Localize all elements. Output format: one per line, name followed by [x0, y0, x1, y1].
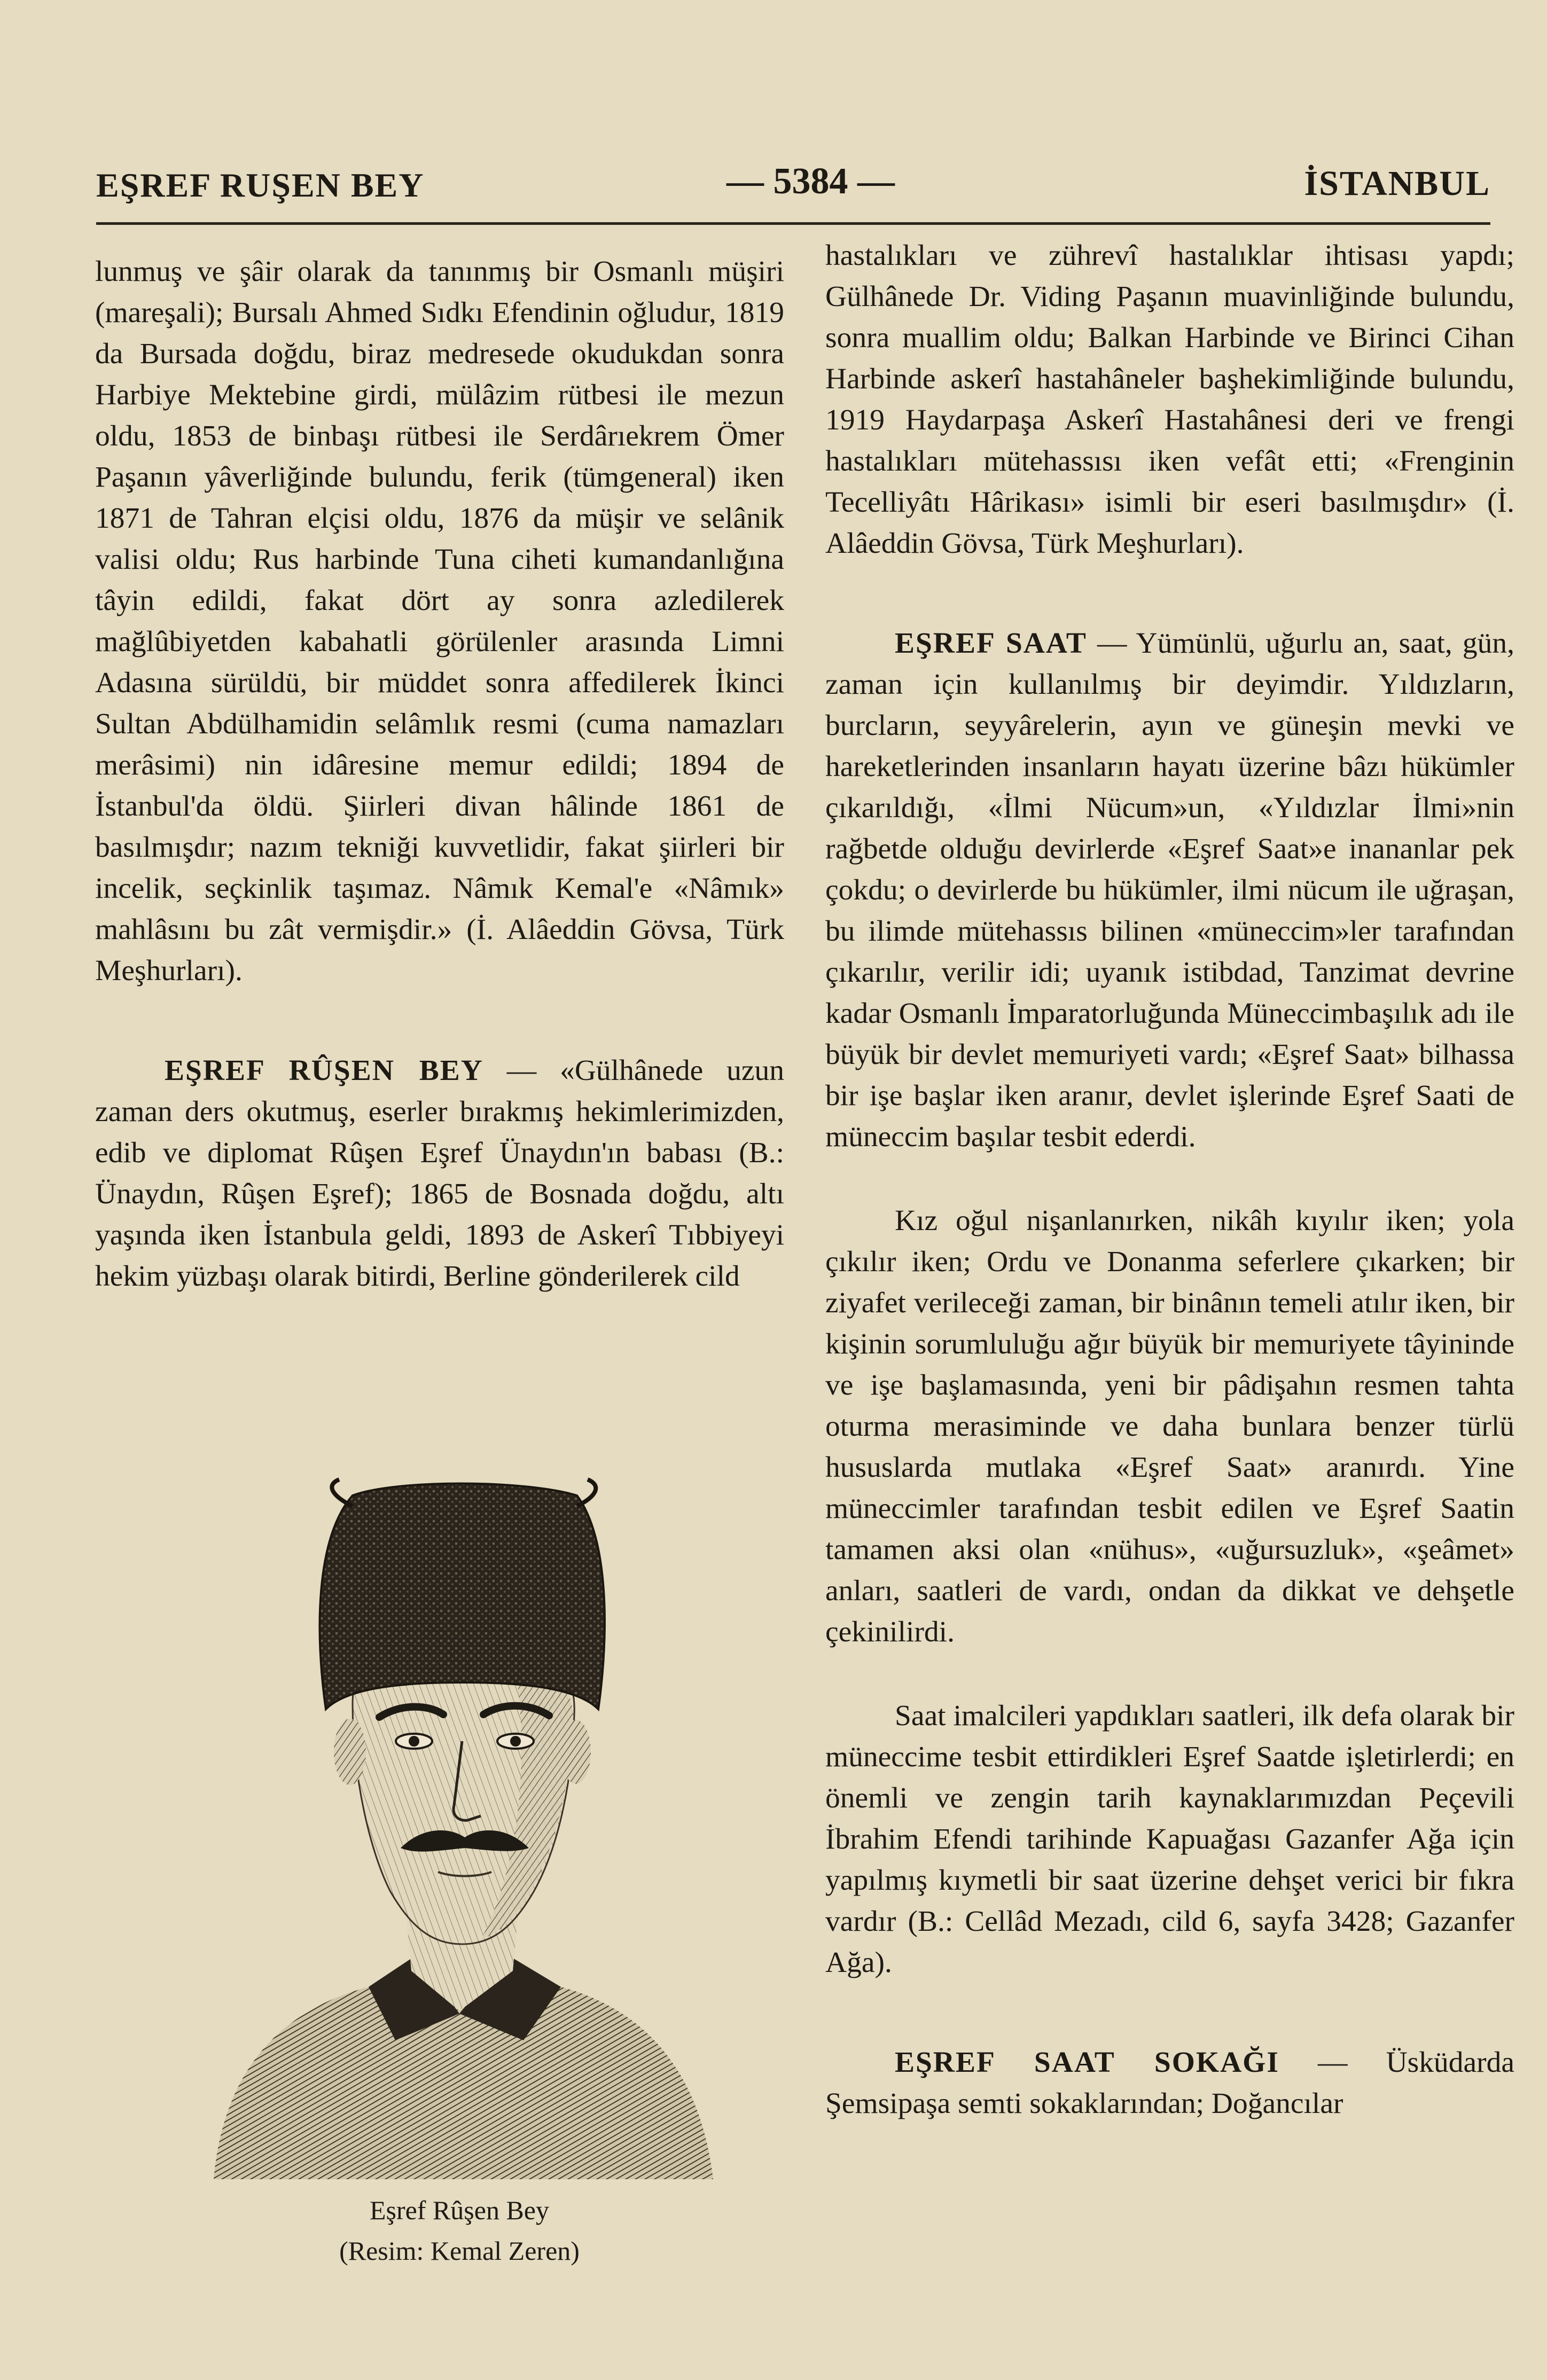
entry-heading: EŞREF SAAT SOKAĞI — [895, 2046, 1279, 2079]
paragraph: Saat imalcileri yapdıkları saatleri, ilk defa olarak bir müneccime tesbit ettirdikleri Eşref Saatde işletirlerdi; en önemli ve zengin tarih kaynaklarımızdan Peçevili İbrahim Efendi tarihinde Kapuağası Gazanfer Ağa için yapılmış kıymetli bir saat üzerine dehşet verici bir fıkra vardır (B.: Cellâd Mezadı, cild 6, sayfa 3428; Gazanfer Ağa). — [825, 1700, 1514, 1979]
entry-heading: EŞREF RÛŞEN BEY — [165, 1054, 483, 1087]
page-header — [96, 160, 1490, 224]
portrait-drawing — [192, 1474, 726, 2179]
portrait-caption — [192, 2190, 726, 2271]
running-head-volume: İSTANBUL — [1304, 164, 1490, 203]
entry-body: — Yümünlü, uğurlu an, saat, gün, zaman için kullanılmış bir deyimdir. Yıldızların, burcların, seyyârelerin, ayın ve güneşin mevki ve hareketlerinden insanların hayatı üzerine bâzı hükümler çıkarıldığı, «İlmi Nücum»un, «Yıldızlar İlmi»nin rağbetde olduğu devirlerde «Eşref Saat»e inananlar pek çokdu; o devirlerde bu hükümler, ilmi nücum ile uğraşan, bu ilimde mütehassıs bilinen «müneccim»ler tarafından çıkarılır, verilir idi; uyanık istibdad, Tanzimat devrine kadar Osmanlı İmparatorluğunda Müneccimbaşılık adı ile büyük bir devlet memuriyeti vardı; «Eşref Saat» bilhassa bir işe başlar iken aranır, devlet işlerinde Eşref Saati de müneccim başılar tesbit ederdi. — [825, 627, 1514, 1153]
entry-heading: EŞREF SAAT — [895, 627, 1087, 660]
paragraph-continuation-right: hastalıkları ve zührevî hastalıklar ihtisası yapdı; Gülhânede Dr. Viding Paşanın muavinliğinde bulundu, sonra muallim oldu; Balkan Harbinde ve Birinci Cihan Harbinde askerî hastahâneler başhekimliğinde bulundu, 1919 Haydarpaşa Askerî Hastahânesi deri ve frengi hastalıkları mütehassısı iken vefât etti; «Frenginin Tecelliyâtı Hârikası» isimli bir eseri basılmışdır» (İ. Alâeddin Gövsa, Türk Meşhurları). — [825, 239, 1514, 560]
entry-eshref-saat — [825, 623, 1514, 1157]
paragraph: Kız oğul nişanlanırken, nikâh kıyılır iken; yola çıkılır iken; Ordu ve Donanma seferlere çıkarken; bir ziyafet verileceği zaman, bir binânın temeli atılır iken, bir kişinin sorumluluğu ağır büyük bir memuriyete tâyininde ve işe başlamasında, yeni bir pâdişahın resmen tahta oturma merasiminde ve daha bunlara benzer türlü hususlarda mutlaka «Eşref Saat» aranırdı. Yine müneccimler tarafından tesbit edilen ve Eşref Saatin tamamen aksi olan «nühus», «uğursuzluk», «şeâmet» anları, saatleri de vardı, ondan da dikkat ve dehşetle çekinilirdi. — [825, 1204, 1514, 1648]
entry-eshref-saat-sokagi — [825, 2042, 1514, 2124]
caption-credit: (Resim: Kemal Zeren) — [339, 2236, 580, 2266]
caption-name: Eşref Rûşen Bey — [369, 2195, 550, 2225]
paragraph-continuation: lunmuş ve şâir olarak da tanınmış bir Osmanlı müşiri (mareşali); Bursalı Ahmed Sıdkı Efendinin oğludur, 1819 da Bursada doğdu, biraz medresede okudukdan sonra Harbiye Mektebine girdi, mülâzim rütbesi ile mezun oldu, 1853 de binbaşı rütbesi ile Serdârıekrem Ömer Paşanın yâverliğinde bulundu, ferik (tümgeneral) iken 1871 de Tahran elçisi oldu, 1876 da müşir ve selânik valisi oldu; Rus harbinde Tuna ciheti kumandanlığına tâyin edildi, fakat dört ay sonra azledilerek mağlûbiyetden kabahatli görülenler arasında Limni Adasına sürüldü, bir müddet sonra affedilerek İkinci Sultan Abdülhamidin selâmlık resmi (cuma namazları merâsimi) nin idâresine memur edildi; 1894 de İstanbul'da öldü. Şiirleri divan hâlinde 1861 de basılmışdır; nazım tekniği kuvvetlidir, fakat şiirleri bir incelik, seçkinlik taşımaz. Nâmık Kemal'e «Nâmık» mahlâsını bu zât vermişdir.» (İ. Alâeddin Gövsa, Türk Meşhurları). — [95, 255, 784, 987]
entry-body: — Üsküdarda Şemsipaşa semti sokaklarından; Doğancılar — [825, 2046, 1514, 2120]
header-rule — [96, 222, 1490, 225]
left-column — [95, 251, 784, 1297]
entry-eshref-rusen-bey — [95, 1050, 784, 1297]
entry-body: — «Gülhânede uzun zaman ders okutmuş, eserler bırakmış hekimlerimizden, edib ve diplomat Rûşen Eşref Ünaydın'ın babası (B.: Ünaydın, Rûşen Eşref); 1865 de Bosnada doğdu, altı yaşında iken İstanbula geldi, 1893 de Askerî Tıbbiyeyi hekim yüzbaşı olarak bitirdi, Berline gönderilerek cild — [95, 1054, 784, 1293]
page-number: — 5384 — — [726, 161, 895, 202]
running-head-entry: EŞREF RUŞEN BEY — [96, 166, 425, 204]
portrait-illustration — [192, 1474, 726, 2179]
right-column — [825, 235, 1514, 2124]
